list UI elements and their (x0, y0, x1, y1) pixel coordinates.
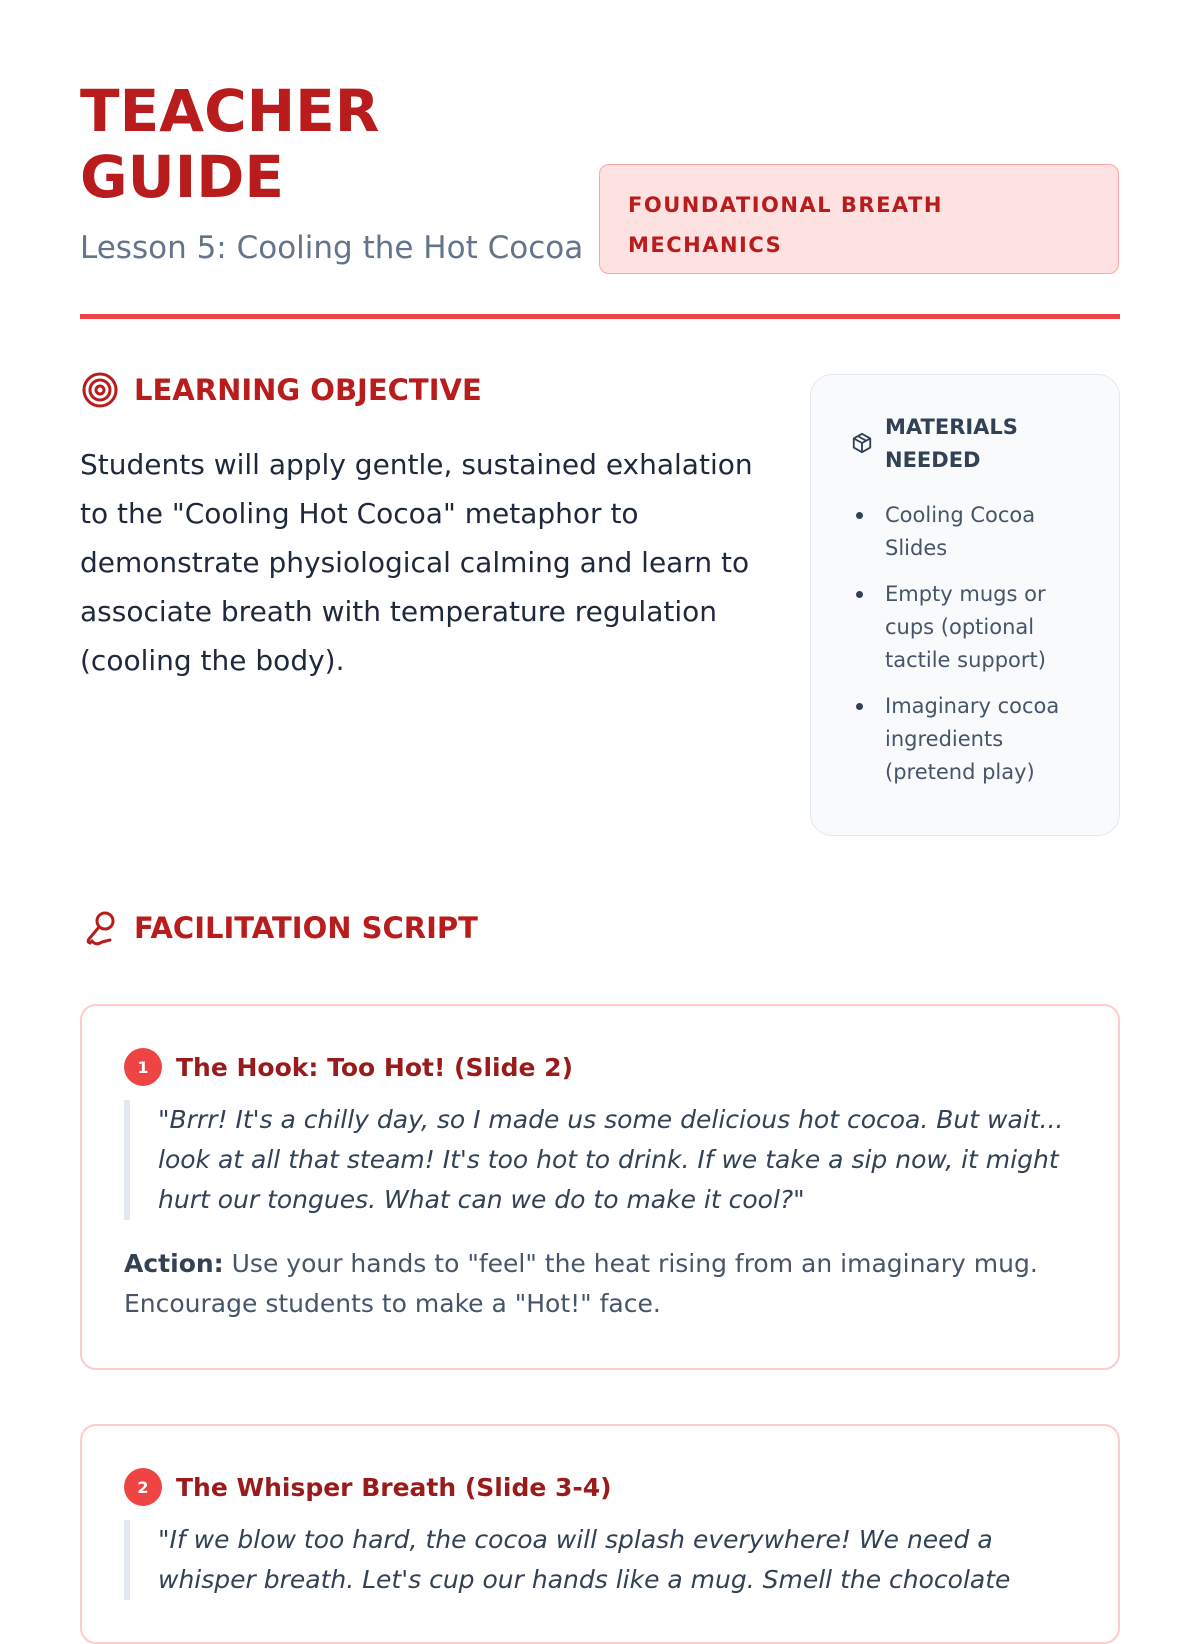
badge-line-2: MECHANICS (628, 233, 783, 257)
step-quote: "If we blow too hard, the cocoa will splash everywhere! We need a whisper breath. Let's cup our hands like a mug. Smell the chocolate (124, 1520, 1078, 1600)
step-title-text: The Hook: Too Hot! (Slide 2) (176, 1052, 573, 1082)
step-title (124, 1468, 1078, 1506)
step-action (124, 1244, 1078, 1324)
learning-objective-title: LEARNING OBJECTIVE (134, 373, 482, 407)
title-line-1: TEACHER (80, 77, 380, 145)
script-step-card (80, 1004, 1120, 1370)
microphone-icon (80, 908, 120, 948)
lesson-subtitle: Lesson 5: Cooling the Hot Cocoa (80, 230, 584, 266)
learning-objective-heading (80, 370, 770, 410)
materials-item: Empty mugs or cups (optional tactile support) (851, 578, 1099, 677)
learning-objective-section (80, 370, 770, 685)
step-number-badge: 1 (124, 1048, 162, 1086)
guide-header (80, 0, 1120, 320)
step-title (124, 1048, 1078, 1086)
facilitation-script-title: FACILITATION SCRIPT (134, 911, 478, 945)
facilitation-script-heading (80, 908, 478, 948)
badge-line-1: FOUNDATIONAL BREATH (628, 193, 943, 217)
action-label: Action: (124, 1249, 224, 1278)
action-text: Use your hands to "feel" the heat rising from an imaginary mug. Encourage students to make a "Hot!" face. (124, 1249, 1038, 1318)
teacher-guide-page (80, 0, 1120, 1594)
materials-title: MATERIALS NEEDED (885, 415, 1018, 472)
header-divider (80, 314, 1120, 319)
materials-item: Cooling Cocoa Slides (851, 499, 1099, 565)
materials-item: Imaginary cocoa ingredients (pretend play) (851, 690, 1099, 789)
learning-objective-text: Students will apply gentle, sustained exhalation to the "Cooling Hot Cocoa" metaphor to demonstrate physiological calming and learn to associate breath with temperature regulation (cooling the body). (80, 448, 753, 677)
materials-heading (851, 411, 1099, 477)
title-line-2: GUIDE (80, 143, 285, 211)
script-step-card (80, 1424, 1120, 1644)
materials-panel (810, 374, 1120, 836)
box-icon (851, 432, 873, 454)
page-title (80, 78, 500, 210)
category-badge (599, 164, 1119, 274)
step-quote: "Brrr! It's a chilly day, so I made us some delicious hot cocoa. But wait... look at all that steam! It's too hot to drink. If we take a sip now, it might hurt our tongues. What can we do to make it cool?" (124, 1100, 1078, 1220)
target-icon (80, 370, 120, 410)
step-number-badge: 2 (124, 1468, 162, 1506)
step-title-text: The Whisper Breath (Slide 3-4) (176, 1472, 612, 1502)
materials-list (851, 499, 1099, 789)
